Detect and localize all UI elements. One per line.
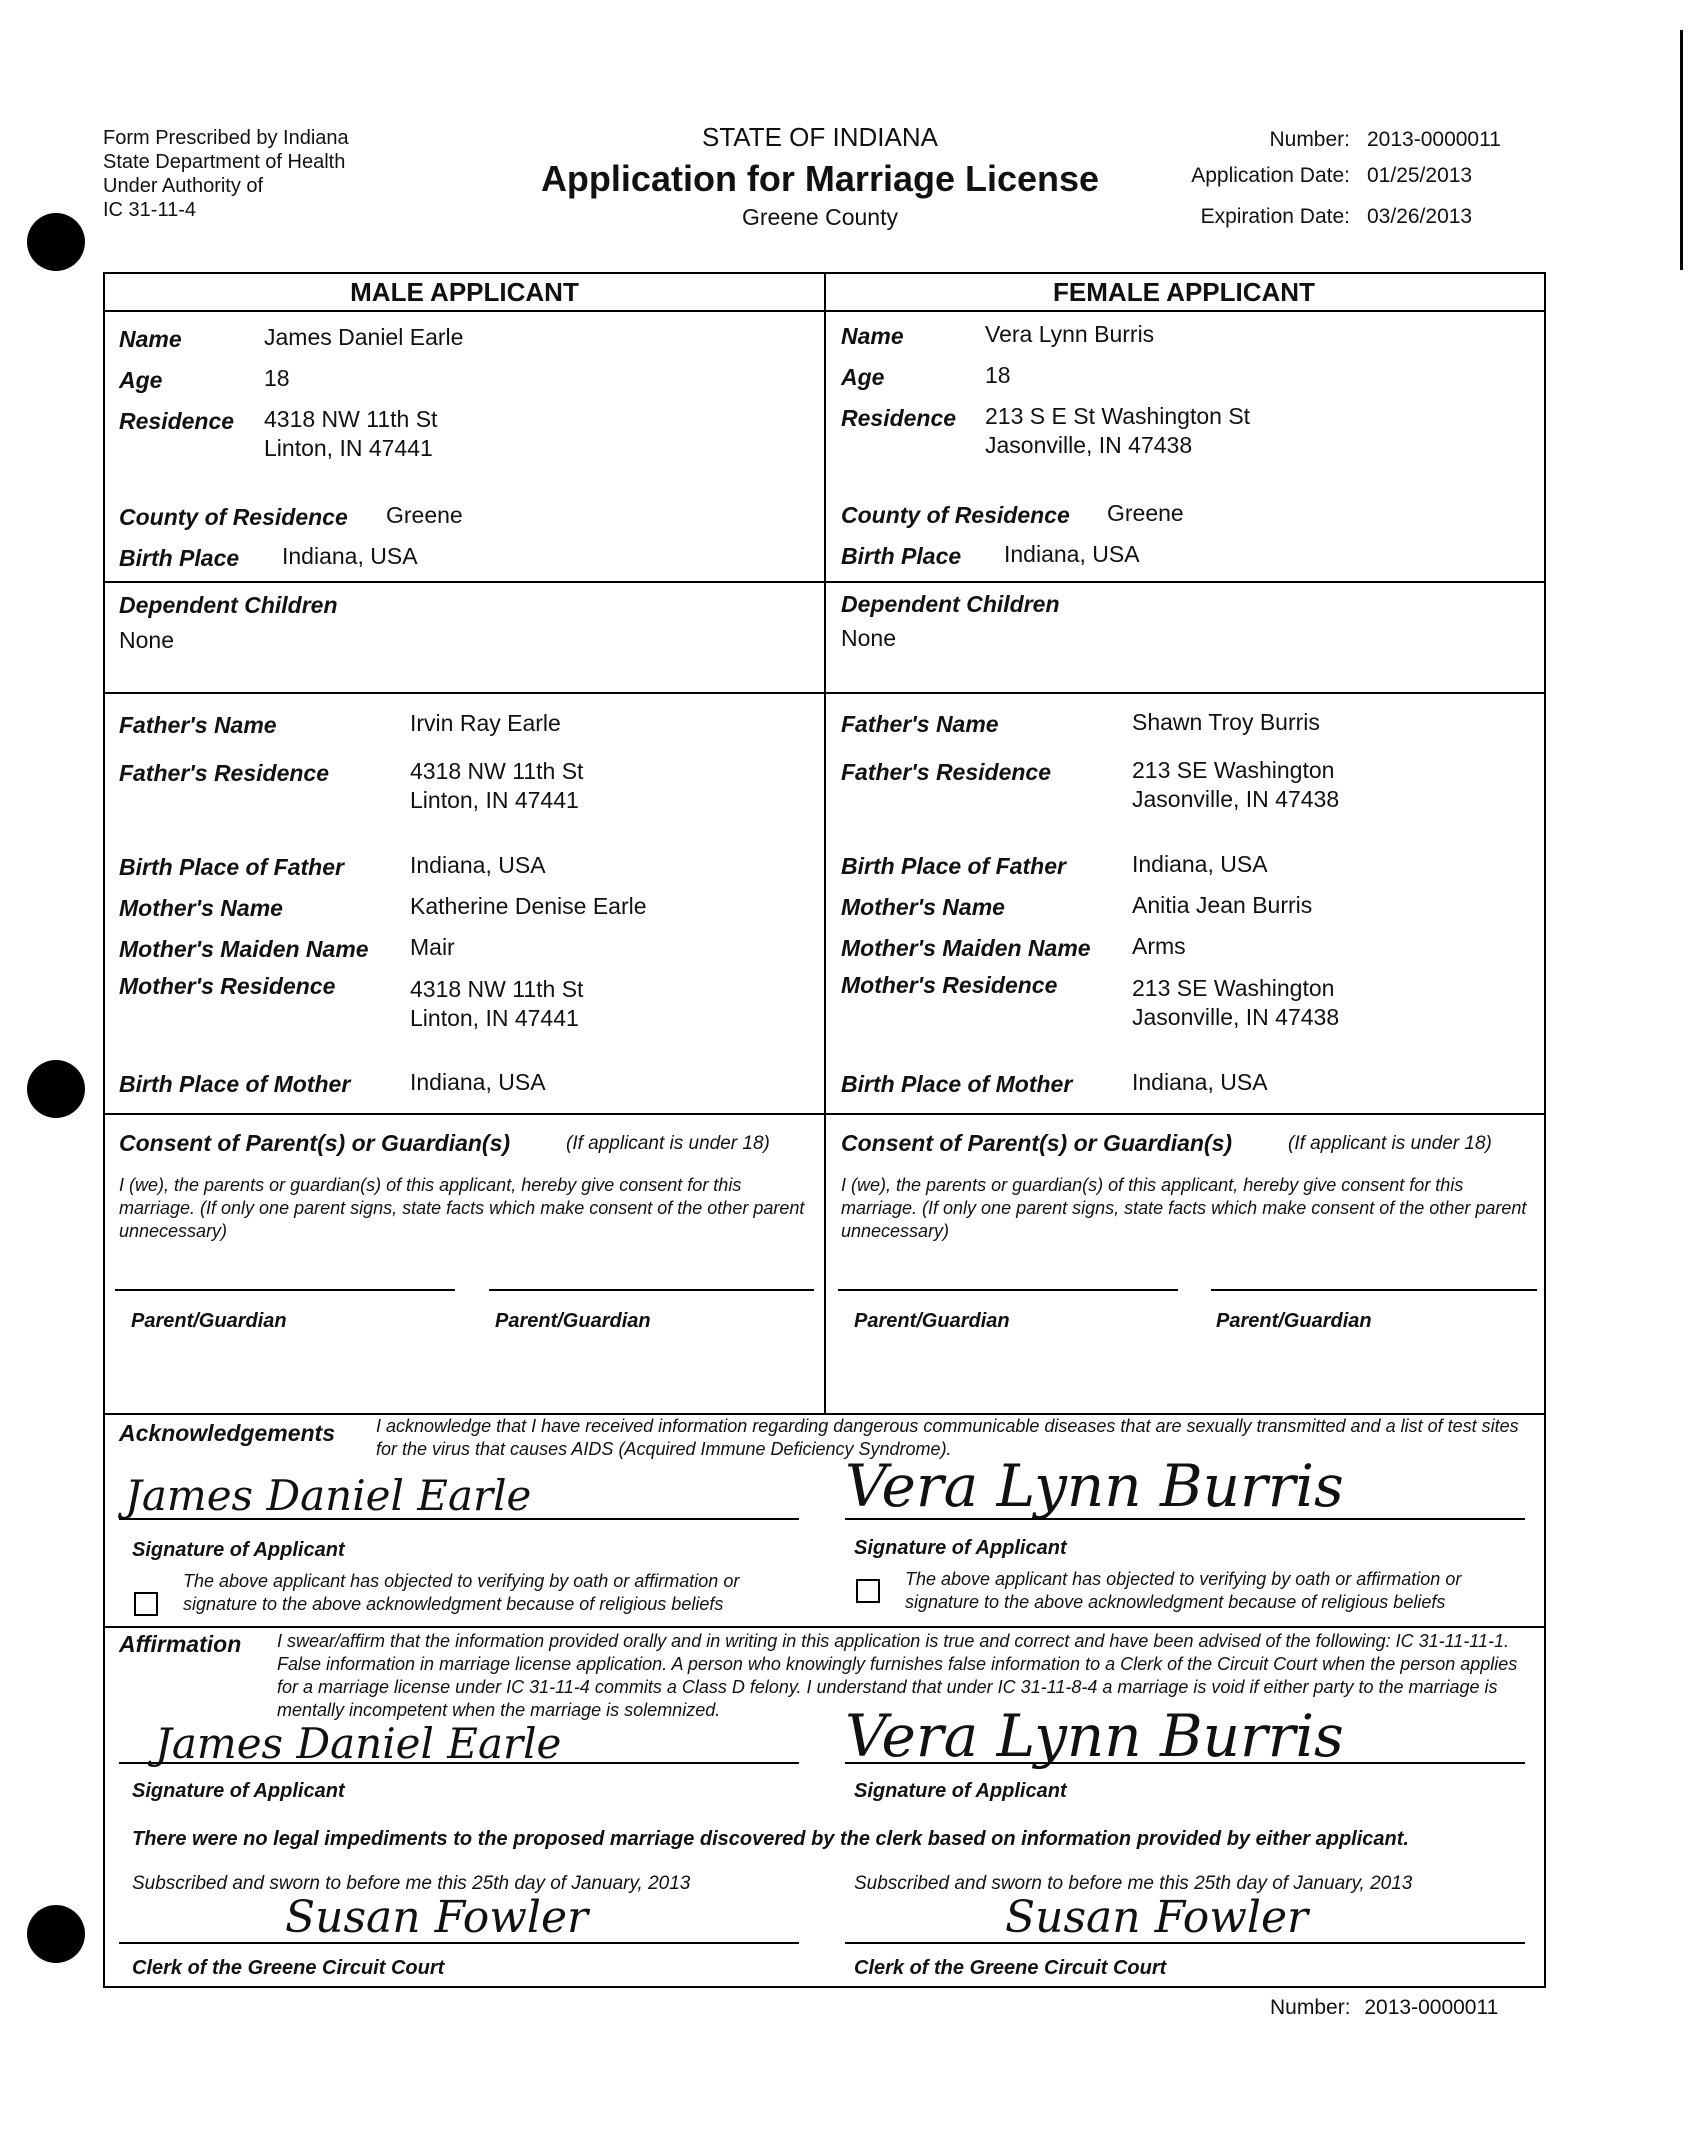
male-mother-residence (410, 975, 583, 1033)
male-mother-residence-label: Mother's Residence (119, 973, 336, 999)
female-father-name-label: Father's Name (841, 711, 999, 737)
male-father-name: Irvin Ray Earle (410, 710, 561, 736)
male-applicant-heading: MALE APPLICANT (350, 277, 579, 307)
number-value: 2013-0000011 (1367, 128, 1501, 151)
male-parent-signature-line (489, 1289, 814, 1291)
female-affirm-sig-label: Signature of Applicant (854, 1780, 1067, 1802)
male-mother-birth-place: Indiana, USA (410, 1069, 546, 1095)
form-prescribed-note (103, 126, 403, 222)
state-heading: STATE OF INDIANA (702, 122, 938, 152)
male-subscribed-text: Subscribed and sworn to before me this 25th day of January, 2013 (132, 1873, 691, 1894)
female-affirm-signature-line (845, 1762, 1525, 1764)
female-clerk-signature: Susan Fowler (1005, 1892, 1309, 1943)
female-consent-note: (If applicant is under 18) (1288, 1133, 1492, 1154)
male-age-label: Age (119, 367, 163, 393)
male-residence-label: Residence (119, 408, 235, 434)
female-subscribed-text: Subscribed and sworn to before me this 25th day of January, 2013 (854, 1873, 1413, 1894)
male-sig-applicant-label: Signature of Applicant (132, 1539, 345, 1561)
page-edge-mark (1680, 30, 1683, 270)
male-birth-place: Indiana, USA (282, 543, 418, 569)
address-line: 213 S E St Washington St (985, 403, 1251, 429)
acknowledgements-text: I acknowledge that I have received information regarding dangerous communicable diseases that are sexually transmitted and a list of test sites for the virus that causes AIDS (Acquired Immune Deficiency Syndrome). (376, 1416, 1519, 1459)
address-line: Jasonville, IN 47438 (985, 432, 1193, 458)
female-father-name: Shawn Troy Burris (1132, 709, 1320, 735)
page-title: Application for Marriage License (540, 158, 1100, 199)
female-parent-signature-line (838, 1289, 1178, 1291)
female-consent-text: I (we), the parents or guardian(s) of this applicant, hereby give consent for this marriage. (If only one parent signs, state facts which make consent of the other parent unnecessary) (841, 1175, 1527, 1241)
male-ack-signature-line (119, 1518, 799, 1520)
address-line: 4318 NW 11th St (410, 976, 584, 1002)
male-father-name-label: Father's Name (119, 712, 277, 738)
female-age: 18 (985, 362, 1011, 388)
address-line: 213 SE Washington (1132, 975, 1335, 1001)
divider (105, 581, 1544, 583)
column-divider (824, 274, 826, 1413)
female-dependent-children-label: Dependent Children (841, 591, 1060, 617)
male-county: Greene (386, 502, 463, 528)
address-line: 4318 NW 11th St (410, 758, 584, 784)
male-affirm-sig-label: Signature of Applicant (132, 1780, 345, 1802)
female-mother-maiden-label: Mother's Maiden Name (841, 935, 1091, 961)
female-mother-birth-place-label: Birth Place of Mother (841, 1071, 1073, 1097)
address-line: Jasonville, IN 47438 (1132, 1004, 1340, 1030)
male-affirm-signature-line (119, 1762, 799, 1764)
female-age-label: Age (841, 364, 885, 390)
footer-number-label: Number: (1270, 1996, 1351, 2019)
punch-hole-bottom (27, 1905, 85, 1963)
female-name: Vera Lynn Burris (985, 321, 1155, 347)
male-father-residence (410, 757, 583, 815)
female-ack-signature: Vera Lynn Burris (845, 1452, 1344, 1520)
male-ack-signature: James Daniel Earle (125, 1471, 532, 1520)
male-affirm-signature: James Daniel Earle (155, 1719, 562, 1768)
prescribed-line: State Department of Health (103, 151, 346, 173)
prescribed-line: Form Prescribed by Indiana (103, 127, 349, 149)
female-father-birth-place: Indiana, USA (1132, 851, 1268, 877)
female-consent-label: Consent of Parent(s) or Guardian(s) (841, 1130, 1233, 1156)
female-mother-residence (1132, 974, 1339, 1032)
divider (105, 692, 1544, 694)
number-label: Number: (1269, 128, 1350, 151)
punch-hole-middle (27, 1060, 85, 1118)
prescribed-line: Under Authority of (103, 175, 264, 197)
address-line: Linton, IN 47441 (410, 1005, 579, 1031)
application-form (103, 272, 1546, 1988)
male-consent-label: Consent of Parent(s) or Guardian(s) (119, 1130, 511, 1156)
female-mother-name: Anitia Jean Burris (1132, 892, 1313, 918)
address-line: 213 SE Washington (1132, 757, 1335, 783)
expiration-date-value: 03/26/2013 (1367, 205, 1473, 228)
application-date-label: Application Date: (1191, 164, 1350, 187)
female-parent-guardian-label: Parent/Guardian (854, 1310, 1010, 1332)
male-dependent-children: None (119, 627, 174, 653)
male-clerk-signature: Susan Fowler (285, 1892, 589, 1943)
application-date-value: 01/25/2013 (1367, 164, 1473, 187)
male-birth-place-label: Birth Place (119, 545, 240, 571)
address-line: Jasonville, IN 47438 (1132, 786, 1340, 812)
male-father-birth-place-label: Birth Place of Father (119, 854, 344, 880)
female-county-label: County of Residence (841, 502, 1070, 528)
affirmation-label: Affirmation (119, 1631, 242, 1657)
female-clerk-label: Clerk of the Greene Circuit Court (854, 1957, 1167, 1979)
footer-number-value: 2013-0000011 (1364, 1996, 1499, 2019)
male-mother-maiden: Mair (410, 934, 455, 960)
female-residence (985, 402, 1250, 460)
male-mother-birth-place-label: Birth Place of Mother (119, 1071, 351, 1097)
female-mother-name-label: Mother's Name (841, 894, 1005, 920)
footer-number (1270, 1996, 1498, 2020)
divider (105, 1113, 1544, 1115)
male-parent-signature-line (115, 1289, 455, 1291)
female-father-birth-place-label: Birth Place of Father (841, 853, 1066, 879)
punch-hole-top (27, 213, 85, 271)
prescribed-line: IC 31-11-4 (103, 199, 197, 221)
expiration-date-label: Expiration Date: (1200, 205, 1350, 228)
female-parent-signature-line (1211, 1289, 1537, 1291)
male-dependent-children-label: Dependent Children (119, 592, 338, 618)
address-line: Linton, IN 47441 (264, 435, 433, 461)
female-name-label: Name (841, 323, 904, 349)
female-dependent-children: None (841, 625, 896, 651)
male-age: 18 (264, 365, 290, 391)
county-heading: Greene County (742, 204, 898, 230)
female-birth-place-label: Birth Place (841, 543, 962, 569)
female-county: Greene (1107, 500, 1184, 526)
male-name: James Daniel Earle (264, 324, 464, 350)
male-mother-name: Katherine Denise Earle (410, 893, 647, 919)
female-sig-applicant-label: Signature of Applicant (854, 1537, 1067, 1559)
female-applicant-heading: FEMALE APPLICANT (1053, 277, 1315, 307)
male-clerk-signature-line (119, 1942, 799, 1944)
male-parent-guardian-label: Parent/Guardian (495, 1310, 651, 1332)
male-name-label: Name (119, 326, 182, 352)
female-mother-maiden: Arms (1132, 933, 1186, 959)
female-birth-place: Indiana, USA (1004, 541, 1140, 567)
female-objection-checkbox[interactable] (856, 1579, 880, 1603)
female-mother-residence-label: Mother's Residence (841, 972, 1058, 998)
address-line: 4318 NW 11th St (264, 406, 438, 432)
male-consent-text: I (we), the parents or guardian(s) of this applicant, hereby give consent for this marriage. (If only one parent signs, state facts which make consent of the other parent unnecessary) (119, 1175, 805, 1241)
female-clerk-signature-line (845, 1942, 1525, 1944)
male-father-residence-label: Father's Residence (119, 760, 329, 786)
female-mother-birth-place: Indiana, USA (1132, 1069, 1268, 1095)
male-mother-maiden-label: Mother's Maiden Name (119, 936, 369, 962)
male-clerk-label: Clerk of the Greene Circuit Court (132, 1957, 445, 1979)
female-father-residence-label: Father's Residence (841, 759, 1051, 785)
female-residence-label: Residence (841, 405, 957, 431)
affirmation-text: I swear/affirm that the information provided orally and in writing in this application is true and correct and have been advised of the following: IC 31-11-11-1. False information in marriage license application. A person who knowingly furnishes false information to a Clerk of the Circuit Court when the person applies for a marriage license under IC 31-11-4 commits a Class D felony. I understand that under IC 31-11-8-4 a marriage is void if either party to the marriage is mentally incompetent when the marriage is solemnized. (277, 1631, 1518, 1720)
female-ack-signature-line (845, 1518, 1525, 1520)
divider (105, 1626, 1544, 1628)
male-residence (264, 405, 437, 463)
male-father-birth-place: Indiana, USA (410, 852, 546, 878)
female-objection-text: The above applicant has objected to verifying by oath or affirmation or signature to the above acknowledgment because of religious beliefs (905, 1569, 1462, 1612)
acknowledgements-label: Acknowledgements (119, 1420, 335, 1446)
female-father-residence (1132, 756, 1339, 814)
female-affirm-signature: Vera Lynn Burris (845, 1702, 1344, 1770)
no-impediments-statement: There were no legal impediments to the proposed marriage discovered by the clerk based on information provided by either applicant. (132, 1828, 1409, 1850)
male-mother-name-label: Mother's Name (119, 895, 283, 921)
male-parent-guardian-label: Parent/Guardian (131, 1310, 287, 1332)
male-objection-text: The above applicant has objected to verifying by oath or affirmation or signature to the above acknowledgment because of religious beliefs (183, 1571, 740, 1614)
male-consent-note: (If applicant is under 18) (566, 1133, 770, 1154)
male-county-label: County of Residence (119, 504, 348, 530)
female-parent-guardian-label: Parent/Guardian (1216, 1310, 1372, 1332)
address-line: Linton, IN 47441 (410, 787, 579, 813)
male-objection-checkbox[interactable] (134, 1592, 158, 1616)
